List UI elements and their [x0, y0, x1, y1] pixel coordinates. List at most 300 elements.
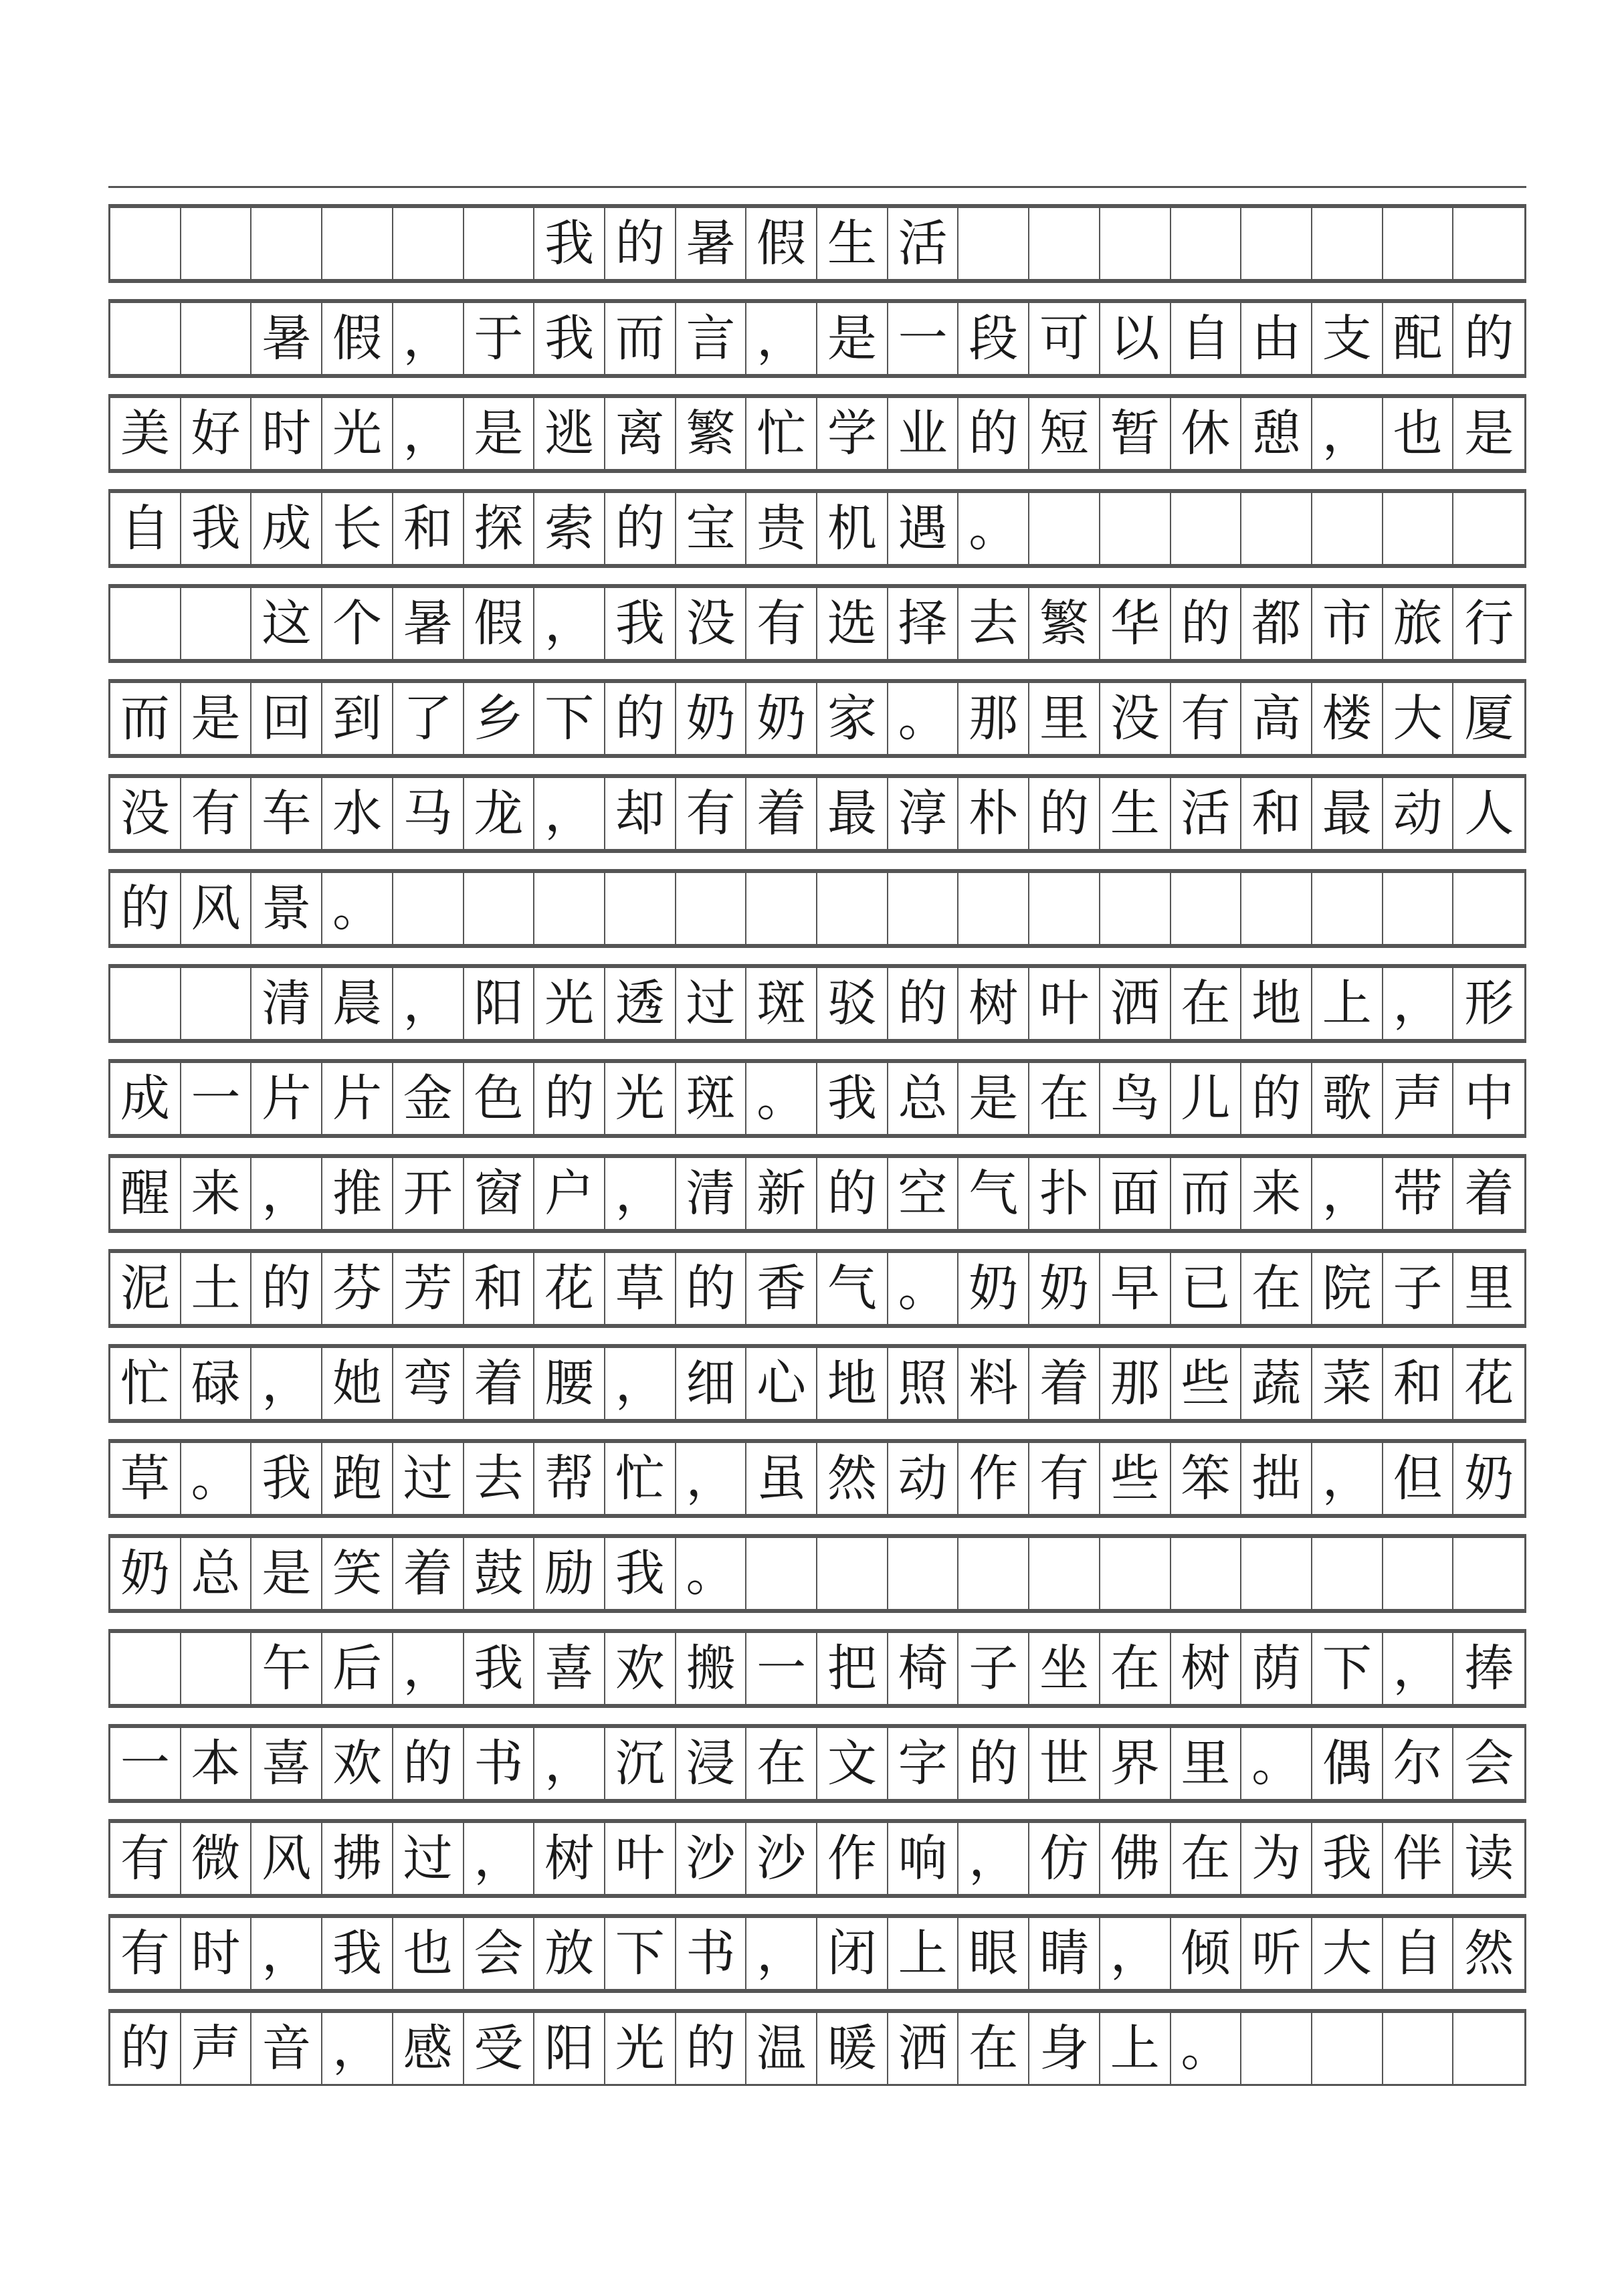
char-cell: 。: [958, 493, 1029, 564]
char-cell: 带: [1383, 1158, 1454, 1229]
char-cell: [1171, 1538, 1242, 1609]
char-cell: 成: [251, 493, 322, 564]
char-cell: 叶: [605, 1823, 676, 1894]
char-cell: 着: [464, 1348, 535, 1419]
grid-row: [108, 1536, 1526, 1611]
char-cell: 贵: [746, 493, 817, 564]
title-char-cell: [1453, 208, 1524, 279]
char-cell: [817, 873, 888, 944]
char-cell: 我: [464, 1633, 535, 1704]
char-cell: 沉: [605, 1728, 676, 1799]
char-cell: 光: [605, 1063, 676, 1134]
char-cell: 选: [817, 588, 888, 659]
char-cell: 听: [1241, 1918, 1312, 1989]
grid-row: [108, 681, 1526, 756]
char-cell: 而: [1171, 1158, 1242, 1229]
char-cell: 奶: [1464, 1450, 1514, 1507]
char-cell: 是: [464, 398, 535, 469]
char-cell: 的: [676, 2013, 747, 2084]
char-cell: 光: [534, 968, 605, 1039]
char-cell: 我: [605, 1538, 676, 1609]
char-cell: 书: [676, 1918, 747, 1989]
char-cell: 旅: [1383, 588, 1454, 659]
char-cell: [1312, 493, 1383, 564]
row-gap-band: [108, 661, 1526, 681]
char-cell: 来: [1241, 1158, 1312, 1229]
char-cell: 着: [393, 1538, 464, 1609]
char-cell: ，: [393, 303, 464, 374]
char-cell: 椅: [888, 1633, 959, 1704]
char-cell: 碌: [181, 1348, 252, 1419]
char-cell: 拂: [322, 1823, 393, 1894]
char-cell: 繁: [1029, 588, 1100, 659]
char-cell: 院: [1312, 1253, 1383, 1324]
char-cell: 笨: [1171, 1443, 1242, 1514]
char-cell: 。: [181, 1443, 252, 1514]
char-cell: 欢: [322, 1728, 393, 1799]
char-cell: 的: [1171, 588, 1242, 659]
char-cell: 行: [1464, 595, 1514, 652]
char-cell: 有: [676, 778, 747, 849]
char-cell: 蔬: [1241, 1348, 1312, 1419]
char-cell: ，: [1312, 1158, 1383, 1229]
char-cell: ，: [1383, 1633, 1454, 1704]
char-cell: 面: [1100, 1158, 1171, 1229]
char-cell: ，: [1312, 1443, 1383, 1514]
char-cell: 在: [1241, 1253, 1312, 1324]
char-cell: 暖: [817, 2013, 888, 2084]
char-cell: 了: [393, 683, 464, 754]
char-cell: 片: [251, 1063, 322, 1134]
char-cell: 楼: [1312, 683, 1383, 754]
grid-row: [108, 1916, 1526, 1991]
char-cell: ，: [534, 778, 605, 849]
char-cell: 的: [110, 2013, 181, 2084]
char-cell: 斑: [676, 1063, 747, 1134]
char-cell: 子: [958, 1633, 1029, 1704]
char-cell: 宝: [676, 493, 747, 564]
char-cell: [676, 873, 747, 944]
char-cell: 奶: [676, 683, 747, 754]
char-cell: ，: [746, 1918, 817, 1989]
char-cell: 的: [676, 1253, 747, 1324]
char-cell: 动: [1383, 778, 1454, 849]
row-gap-band: [108, 281, 1526, 301]
char-cell: 清: [251, 968, 322, 1039]
title-char-cell: 暑: [676, 208, 747, 279]
char-cell: 儿: [1171, 1063, 1242, 1134]
char-cell: 我: [251, 1443, 322, 1514]
char-cell: 奶: [1029, 1253, 1100, 1324]
row-gap-band: [108, 566, 1526, 586]
char-cell: [605, 873, 676, 944]
char-cell: 而: [110, 683, 181, 754]
char-cell: 下: [534, 683, 605, 754]
title-char-cell: [251, 208, 322, 279]
char-cell: 温: [746, 2013, 817, 2084]
char-cell: 。: [322, 873, 393, 944]
title-char-cell: 生: [817, 208, 888, 279]
char-cell: 家: [817, 683, 888, 754]
char-cell: [1383, 2013, 1454, 2084]
char-cell: 市: [1312, 588, 1383, 659]
char-cell: 眼: [958, 1918, 1029, 1989]
char-cell: 着: [1464, 1165, 1514, 1222]
char-cell: 却: [605, 778, 676, 849]
char-cell: 偶: [1312, 1728, 1383, 1799]
grid-row: [108, 1156, 1526, 1231]
char-cell: 虽: [746, 1443, 817, 1514]
title-char-cell: [464, 208, 535, 279]
char-cell: 阳: [464, 968, 535, 1039]
row-gap-band: [108, 851, 1526, 871]
char-cell: 着: [1029, 1348, 1100, 1419]
grid-row: [108, 491, 1526, 566]
row-gap-band: [108, 186, 1526, 206]
char-cell: [746, 873, 817, 944]
char-cell: 我: [605, 588, 676, 659]
char-cell: 没: [110, 778, 181, 849]
char-cell: [1171, 873, 1242, 944]
char-cell: 下: [1312, 1633, 1383, 1704]
char-cell: 歌: [1312, 1063, 1383, 1134]
char-cell: ，: [605, 1348, 676, 1419]
title-char-cell: [110, 208, 181, 279]
char-cell: 睛: [1029, 1918, 1100, 1989]
grid-row: [108, 966, 1526, 1041]
char-cell: 的: [605, 683, 676, 754]
char-cell: 暑: [251, 303, 322, 374]
char-cell: ，: [534, 1728, 605, 1799]
char-cell: 鼓: [464, 1538, 535, 1609]
char-cell: 光: [605, 2013, 676, 2084]
char-cell: 些: [1171, 1348, 1242, 1419]
char-cell: 的: [1029, 778, 1100, 849]
char-cell: 有: [746, 588, 817, 659]
char-cell: 离: [605, 398, 676, 469]
char-cell: 欢: [605, 1633, 676, 1704]
char-cell: 仿: [1029, 1823, 1100, 1894]
char-cell: 这: [251, 588, 322, 659]
char-cell: [746, 1538, 817, 1609]
char-cell: ，: [605, 1158, 676, 1229]
char-cell: 身: [1029, 2013, 1100, 2084]
char-cell: 在: [1171, 968, 1242, 1039]
char-cell: ，: [393, 968, 464, 1039]
char-cell: 是: [181, 683, 252, 754]
char-cell: 着: [746, 778, 817, 849]
title-char-cell: [958, 208, 1029, 279]
row-gap-band: [108, 1421, 1526, 1441]
char-cell: 。: [888, 683, 959, 754]
char-cell: 那: [958, 683, 1029, 754]
char-cell: 芳: [393, 1253, 464, 1324]
char-cell: ，: [534, 588, 605, 659]
row-gap-band: [108, 1896, 1526, 1916]
title-char-cell: [1100, 208, 1171, 279]
char-cell: 来: [181, 1158, 252, 1229]
char-cell: 的: [1464, 310, 1514, 367]
char-cell: 一: [181, 1063, 252, 1134]
char-cell: 花: [534, 1253, 605, 1324]
char-cell: [1383, 873, 1454, 944]
char-cell: 奶: [110, 1538, 181, 1609]
char-cell: 里: [1171, 1728, 1242, 1799]
title-char-cell: 的: [605, 208, 676, 279]
char-cell: [817, 1538, 888, 1609]
char-cell: 美: [110, 398, 181, 469]
char-cell: 是: [251, 1538, 322, 1609]
grid-row: [108, 1346, 1526, 1421]
char-cell: 都: [1241, 588, 1312, 659]
char-cell: 而: [605, 303, 676, 374]
char-cell: 去: [464, 1443, 535, 1514]
char-cell: 跑: [322, 1443, 393, 1514]
char-cell: 然: [817, 1443, 888, 1514]
char-cell: 假: [322, 303, 393, 374]
char-cell: 风: [251, 1823, 322, 1894]
char-cell: 自: [1383, 1918, 1454, 1989]
char-cell: 水: [322, 778, 393, 849]
char-cell: 音: [251, 2013, 322, 2084]
char-cell: 到: [322, 683, 393, 754]
char-cell: 在: [1029, 1063, 1100, 1134]
char-cell: ，: [393, 1633, 464, 1704]
char-cell: ，: [1312, 398, 1383, 469]
char-cell: 的: [958, 1728, 1029, 1799]
row-gap-band: [108, 756, 1526, 776]
char-cell: [1453, 493, 1524, 564]
char-cell: 有: [1171, 683, 1242, 754]
char-cell: [464, 873, 535, 944]
grid-row: [108, 1821, 1526, 1896]
char-cell: [1241, 873, 1312, 944]
char-cell: 新: [746, 1158, 817, 1229]
row-gap-band: [108, 471, 1526, 491]
char-cell: 的: [958, 398, 1029, 469]
char-cell: 成: [110, 1063, 181, 1134]
char-cell: 料: [958, 1348, 1029, 1419]
char-cell: [181, 968, 252, 1039]
char-cell: 上: [888, 1918, 959, 1989]
char-cell: 声: [1383, 1063, 1454, 1134]
grid-row: [108, 301, 1526, 376]
char-cell: 生: [1100, 778, 1171, 849]
char-cell: [1383, 1538, 1454, 1609]
char-cell: 窗: [464, 1158, 535, 1229]
char-cell: 过: [393, 1443, 464, 1514]
row-gap-band: [108, 1326, 1526, 1346]
char-cell: 洒: [1100, 968, 1171, 1039]
row-gap-band: [108, 1991, 1526, 2011]
char-cell: 段: [958, 303, 1029, 374]
char-cell: 可: [1029, 303, 1100, 374]
char-cell: 荫: [1241, 1633, 1312, 1704]
char-cell: 活: [1171, 778, 1242, 849]
title-char-cell: 我: [534, 208, 605, 279]
char-cell: 气: [958, 1158, 1029, 1229]
char-cell: ，: [251, 1918, 322, 1989]
char-cell: 子: [1383, 1253, 1454, 1324]
char-cell: 在: [1171, 1823, 1242, 1894]
char-cell: 回: [251, 683, 322, 754]
char-cell: ，: [958, 1823, 1029, 1894]
char-cell: 在: [958, 2013, 1029, 2084]
char-cell: 的: [534, 1063, 605, 1134]
char-cell: 斑: [746, 968, 817, 1039]
char-cell: 上: [1312, 968, 1383, 1039]
char-cell: 和: [464, 1253, 535, 1324]
grid-row: [108, 1251, 1526, 1326]
char-cell: 和: [1241, 778, 1312, 849]
char-cell: 暑: [393, 588, 464, 659]
char-cell: 最: [817, 778, 888, 849]
char-cell: 草: [110, 1443, 181, 1514]
char-cell: 已: [1171, 1253, 1242, 1324]
char-cell: 我: [1312, 1823, 1383, 1894]
char-cell: 然: [1464, 1925, 1514, 1982]
char-cell: 响: [888, 1823, 959, 1894]
char-cell: 。: [676, 1538, 747, 1609]
char-cell: 光: [322, 398, 393, 469]
char-cell: [181, 1633, 252, 1704]
char-cell: 会: [464, 1918, 535, 1989]
char-cell: 马: [393, 778, 464, 849]
char-cell: 是: [817, 303, 888, 374]
char-cell: 繁: [676, 398, 747, 469]
char-cell: 金: [393, 1063, 464, 1134]
char-cell: 本: [181, 1728, 252, 1799]
char-cell: 上: [1100, 2013, 1171, 2084]
char-cell: 。: [1171, 2013, 1242, 2084]
char-cell: 但: [1383, 1443, 1454, 1514]
char-cell: 后: [322, 1633, 393, 1704]
char-cell: 片: [322, 1063, 393, 1134]
char-cell: 放: [534, 1918, 605, 1989]
char-cell: 是: [958, 1063, 1029, 1134]
char-cell: 阳: [534, 2013, 605, 2084]
char-cell: 文: [817, 1728, 888, 1799]
char-cell: 配: [1383, 303, 1454, 374]
char-cell: 喜: [251, 1728, 322, 1799]
char-cell: 扑: [1029, 1158, 1100, 1229]
char-cell: 户: [534, 1158, 605, 1229]
char-cell: [1312, 873, 1383, 944]
char-cell: 我: [181, 493, 252, 564]
char-cell: 早: [1100, 1253, 1171, 1324]
row-gap-band: [108, 1801, 1526, 1821]
title-char-cell: [1241, 208, 1312, 279]
char-cell: 休: [1171, 398, 1242, 469]
char-cell: 喜: [534, 1633, 605, 1704]
char-cell: 短: [1029, 398, 1100, 469]
char-cell: ，: [746, 303, 817, 374]
row-gap-band: [108, 1516, 1526, 1536]
char-cell: 言: [676, 303, 747, 374]
char-cell: 地: [1241, 968, 1312, 1039]
char-cell: 读: [1464, 1830, 1514, 1887]
char-cell: [1100, 873, 1171, 944]
char-cell: [1100, 1538, 1171, 1609]
char-cell: 是: [1464, 405, 1514, 462]
char-cell: [181, 588, 252, 659]
char-cell: 洒: [888, 2013, 959, 2084]
char-cell: 淳: [888, 778, 959, 849]
char-cell: 没: [676, 588, 747, 659]
grid-row: [108, 1631, 1526, 1706]
char-cell: 午: [251, 1633, 322, 1704]
char-cell: [1453, 1538, 1524, 1609]
char-cell: 尔: [1383, 1728, 1454, 1799]
char-cell: 晨: [322, 968, 393, 1039]
row-gap-band: [108, 1041, 1526, 1061]
char-cell: 叶: [1029, 968, 1100, 1039]
char-cell: 会: [1464, 1735, 1514, 1792]
row-gap-band: [108, 1611, 1526, 1631]
char-cell: 为: [1241, 1823, 1312, 1894]
char-cell: 的: [817, 1158, 888, 1229]
char-cell: 时: [251, 398, 322, 469]
char-cell: ，: [464, 1823, 535, 1894]
char-cell: 沙: [676, 1823, 747, 1894]
char-cell: 索: [534, 493, 605, 564]
char-cell: 字: [888, 1728, 959, 1799]
char-cell: 鸟: [1100, 1063, 1171, 1134]
char-cell: 作: [958, 1443, 1029, 1514]
char-cell: [958, 873, 1029, 944]
char-cell: 那: [1100, 1348, 1171, 1419]
char-cell: 奶: [958, 1253, 1029, 1324]
char-cell: 景: [251, 873, 322, 944]
char-cell: 。: [888, 1253, 959, 1324]
char-cell: 的: [888, 968, 959, 1039]
char-cell: 倾: [1171, 1918, 1242, 1989]
char-cell: [1171, 493, 1242, 564]
char-cell: [1453, 873, 1524, 944]
char-cell: 长: [322, 493, 393, 564]
char-cell: 忙: [605, 1443, 676, 1514]
char-cell: 大: [1312, 1918, 1383, 1989]
title-char-cell: 活: [888, 208, 959, 279]
char-cell: 菜: [1312, 1348, 1383, 1419]
char-cell: 芬: [322, 1253, 393, 1324]
char-cell: 华: [1100, 588, 1171, 659]
char-cell: [393, 873, 464, 944]
char-cell: 空: [888, 1158, 959, 1229]
char-cell: 动: [888, 1443, 959, 1514]
char-cell: [1029, 873, 1100, 944]
grid-row: [108, 871, 1526, 946]
char-cell: 细: [676, 1348, 747, 1419]
title-char-cell: 假: [746, 208, 817, 279]
char-cell: 我: [322, 1918, 393, 1989]
char-cell: 自: [110, 493, 181, 564]
char-cell: 腰: [534, 1348, 605, 1419]
grid-row: [108, 586, 1526, 661]
char-cell: 捧: [1464, 1640, 1514, 1697]
char-cell: 的: [393, 1728, 464, 1799]
char-cell: 有: [110, 1918, 181, 1989]
char-cell: 醒: [110, 1158, 181, 1229]
char-cell: 遇: [888, 493, 959, 564]
grid-row: [108, 1061, 1526, 1136]
char-cell: 高: [1241, 683, 1312, 754]
char-cell: 自: [1171, 303, 1242, 374]
char-cell: 于: [464, 303, 535, 374]
char-cell: 的: [605, 493, 676, 564]
char-cell: 驳: [817, 968, 888, 1039]
char-cell: 励: [534, 1538, 605, 1609]
